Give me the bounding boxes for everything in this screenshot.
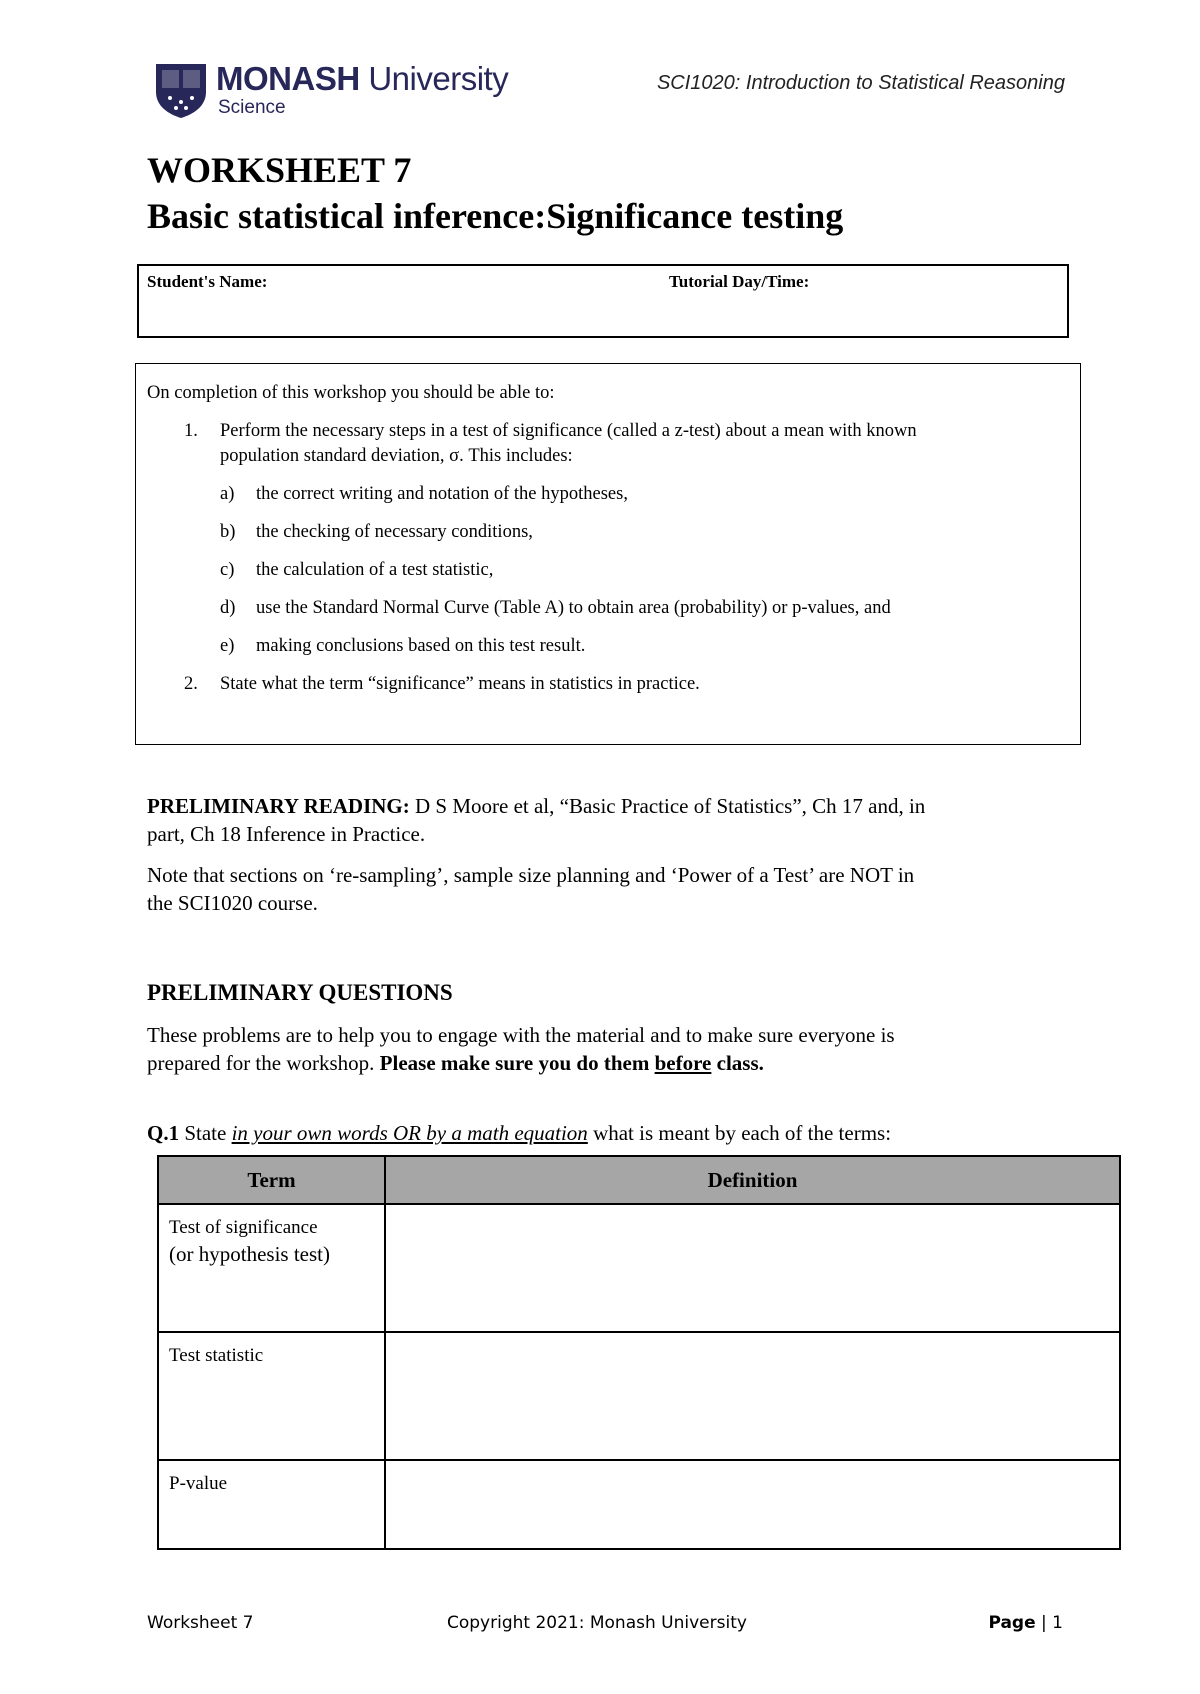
note-line2: the SCI1020 course.: [147, 891, 318, 915]
term-line1: P-value: [169, 1472, 228, 1494]
objectives-intro: On completion of this workshop you should be able to:: [147, 383, 555, 403]
tutorial-label: Tutorial Day/Time:: [669, 272, 810, 291]
subitem-text: the calculation of a test statistic,: [256, 560, 494, 580]
reading-line1: D S Moore et al, “Basic Practice of Statistics”, Ch 17 and, in: [409, 794, 926, 818]
reading-label: PRELIMINARY READING:: [147, 794, 410, 818]
preliminary-questions-heading: PRELIMINARY QUESTIONS: [147, 980, 453, 1005]
q1-label: Q.1: [147, 1121, 180, 1145]
worksheet-title: WORKSHEET 7: [147, 150, 412, 190]
intro-before: before: [654, 1051, 712, 1075]
footer-page: [988, 1613, 1063, 1633]
course-title: SCI1020: Introduction to Statistical Reasoning: [656, 72, 1065, 94]
subitem-letter: e): [220, 636, 235, 656]
column-header-definition: Definition: [385, 1156, 1120, 1204]
course-note: [147, 861, 914, 917]
definition-cell[interactable]: [385, 1204, 1120, 1332]
objectives-box: [135, 363, 1081, 745]
note-line1: Note that sections on ‘re-sampling’, sample size planning and ‘Power of a Test’ are NOT in: [147, 863, 915, 887]
page-label: Page: [988, 1613, 1036, 1633]
subitem-letter: a): [220, 484, 235, 504]
term-cell: [158, 1204, 385, 1332]
objective-2-text: State what the term “significance” means in statistics in practice.: [220, 674, 700, 694]
logo-subtitle: Science: [218, 97, 286, 118]
monash-logo: [152, 60, 512, 122]
subitem-letter: c): [220, 560, 235, 580]
logo-word-university: University: [359, 60, 509, 97]
definitions-table: [157, 1155, 1121, 1550]
footer-left: Worksheet 7: [147, 1613, 254, 1633]
page-number: 1: [1052, 1613, 1063, 1633]
worksheet-subtitle: Basic statistical inference:Significance testing: [147, 196, 844, 236]
objective-2-number: 2.: [184, 674, 198, 694]
term-line2: (or hypothesis test): [169, 1242, 330, 1267]
subitem-text: use the Standard Normal Curve (Table A) to obtain area (probability) or p-values, and: [256, 598, 891, 618]
term-cell: [158, 1460, 385, 1549]
q1-emphasis: in your own words OR by a math equation: [231, 1121, 588, 1145]
questions-intro: [147, 1021, 895, 1077]
q1-text-c: what is meant by each of the terms:: [587, 1121, 892, 1145]
footer-center: Copyright 2021: Monash University: [447, 1613, 747, 1633]
subitem-text: the correct writing and notation of the hypotheses,: [256, 484, 628, 504]
table-row: [158, 1460, 1120, 1549]
page-separator: |: [1035, 1613, 1053, 1633]
table-row: [158, 1332, 1120, 1460]
definition-cell[interactable]: [385, 1332, 1120, 1460]
column-header-term: Term: [158, 1156, 385, 1204]
crest-icon: [152, 62, 210, 120]
reading-line2: part, Ch 18 Inference in Practice.: [147, 822, 426, 846]
table-header-row: [158, 1156, 1120, 1204]
intro-emphasis: Please make sure you do them: [379, 1051, 655, 1075]
objective-1-number: 1.: [184, 421, 198, 441]
subitem-letter: d): [220, 598, 236, 618]
subitem-text: making conclusions based on this test result.: [256, 636, 586, 656]
term-line1: Test of significance: [169, 1217, 318, 1239]
definition-cell[interactable]: [385, 1460, 1120, 1549]
objective-1-line2: population standard deviation, σ. This includes:: [220, 446, 573, 466]
intro-class: class.: [711, 1051, 764, 1075]
preliminary-reading: [147, 792, 925, 848]
intro-line1: These problems are to help you to engage with the material and to make sure everyone is: [147, 1023, 895, 1047]
student-name-label: Student's Name:: [147, 272, 268, 291]
objective-1-line1: Perform the necessary steps in a test of significance (called a z-test) about a mean with known: [220, 421, 917, 441]
term-cell: [158, 1332, 385, 1460]
term-line1: Test statistic: [169, 1344, 264, 1366]
logo-word-monash: MONASH: [216, 60, 360, 97]
subitem-text: the checking of necessary conditions,: [256, 522, 533, 542]
question-1: [147, 1119, 891, 1147]
student-info-box[interactable]: [137, 264, 1069, 338]
table-row: [158, 1204, 1120, 1332]
subitem-letter: b): [220, 522, 236, 542]
q1-text-a: State: [179, 1121, 232, 1145]
intro-line2: prepared for the workshop.: [147, 1051, 380, 1075]
